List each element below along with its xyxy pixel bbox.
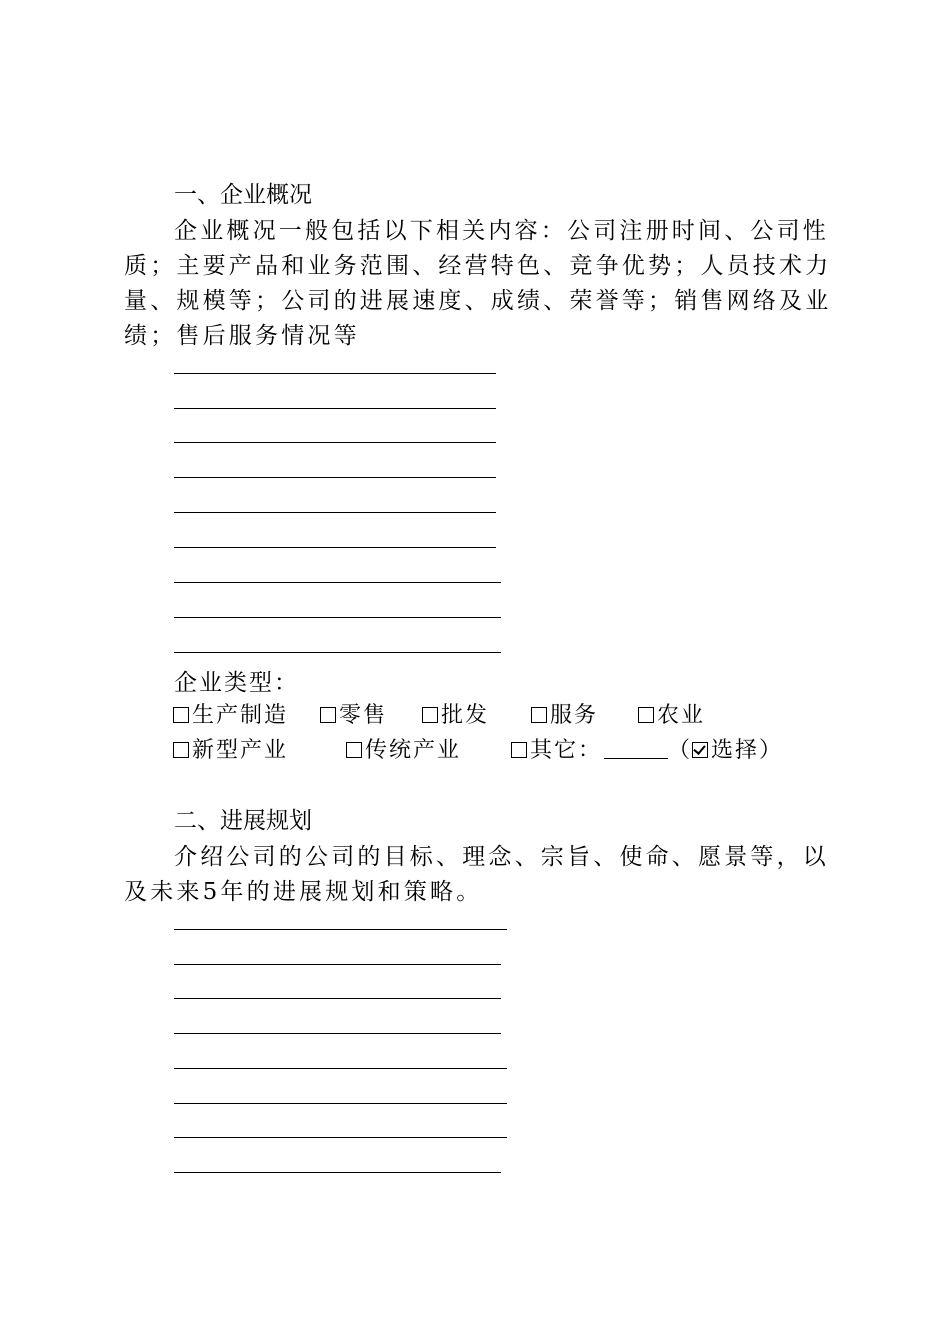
answer-line[interactable]: [174, 442, 496, 443]
option-wholesale[interactable]: 批发: [422, 698, 489, 729]
answer-line[interactable]: [174, 582, 501, 583]
answer-line[interactable]: [174, 964, 501, 965]
section1-paragraph-line4: 绩；售后服务情况等: [124, 323, 360, 349]
checkbox-icon: [346, 742, 362, 758]
checkbox-icon: [320, 707, 336, 723]
answer-line[interactable]: [174, 547, 496, 548]
option-traditional-industry[interactable]: 传统产业: [346, 733, 461, 764]
option-agriculture[interactable]: 农业: [638, 698, 705, 729]
section1-paragraph-line3: 量、规模等；公司的进展速度、成绩、荣誉等；销售网络及业: [124, 288, 832, 314]
other-blank-field[interactable]: [604, 738, 668, 759]
answer-line[interactable]: [174, 998, 501, 999]
answer-line[interactable]: [174, 408, 496, 409]
answer-line[interactable]: [174, 617, 501, 618]
checkbox-icon: [531, 707, 547, 723]
answer-line[interactable]: [174, 1172, 501, 1173]
answer-line[interactable]: [174, 1068, 507, 1069]
option-retail[interactable]: 零售: [320, 698, 387, 729]
option-service[interactable]: 服务: [531, 698, 598, 729]
option-manufacturing[interactable]: 生产制造: [173, 698, 288, 729]
answer-line[interactable]: [174, 1033, 501, 1034]
note-select-label: 选择）: [711, 738, 784, 763]
section2-heading: 二、进展规划: [174, 808, 312, 834]
checked-box-icon: [692, 742, 708, 758]
answer-line[interactable]: [174, 929, 507, 930]
section1-heading: 一、企业概况: [174, 182, 312, 208]
section1-paragraph-line1: 企业概况一般包括以下相关内容：公司注册时间、公司性: [174, 218, 829, 244]
answer-line[interactable]: [174, 1103, 507, 1104]
answer-line[interactable]: [174, 512, 496, 513]
option-other[interactable]: 其它： （ 选择）: [511, 733, 783, 764]
answer-line[interactable]: [174, 477, 496, 478]
answer-line[interactable]: [174, 1137, 507, 1138]
checkbox-icon: [511, 742, 527, 758]
checkbox-icon: [173, 707, 189, 723]
answer-line[interactable]: [174, 652, 501, 653]
section2-paragraph-line2: 及未来5年的进展规划和策略。: [124, 879, 483, 905]
answer-line[interactable]: [174, 373, 496, 374]
section2-paragraph-line1: 介绍公司的公司的目标、理念、宗旨、使命、愿景等，以: [174, 844, 829, 870]
note-open-paren: （: [668, 738, 693, 763]
checkbox-icon: [422, 707, 438, 723]
checkbox-icon: [173, 742, 189, 758]
enterprise-type-label: 企业类型：: [174, 670, 299, 696]
option-new-industry[interactable]: 新型产业: [173, 733, 288, 764]
section1-paragraph-line2: 质；主要产品和业务范围、经营特色、竞争优势；人员技术力: [124, 253, 832, 279]
checkbox-icon: [638, 707, 654, 723]
